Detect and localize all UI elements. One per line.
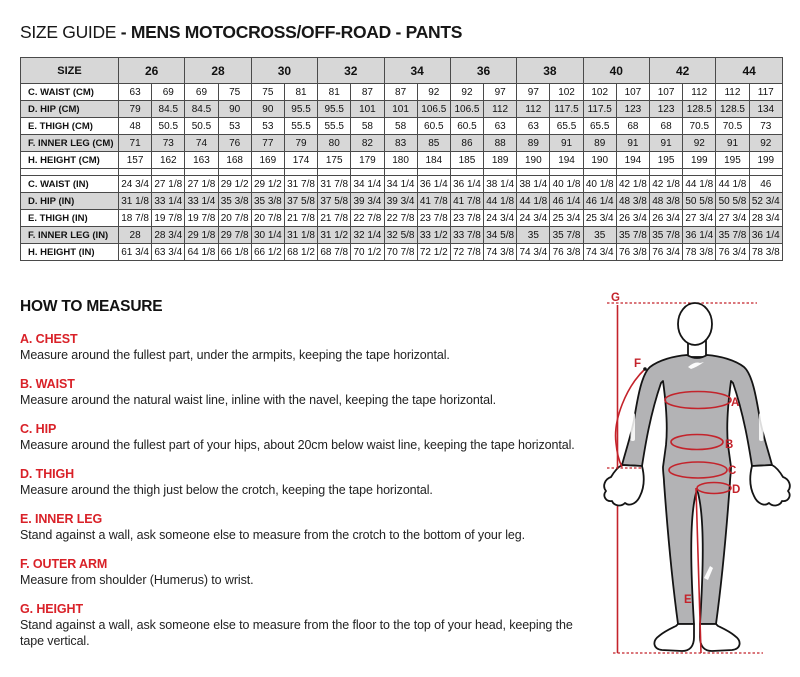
size-value-cell: 163: [185, 152, 218, 169]
size-value-cell: 117.5: [583, 101, 616, 118]
size-value-cell: 28 3/4: [152, 227, 185, 244]
size-value-cell: 97: [484, 84, 517, 101]
size-value-cell: 63: [484, 118, 517, 135]
size-column-label: SIZE: [21, 58, 119, 84]
size-value-cell: 60.5: [417, 118, 450, 135]
size-value-cell: 28: [119, 227, 152, 244]
table-row: [21, 176, 783, 193]
size-value-cell: 61 3/4: [119, 244, 152, 261]
size-value-cell: 33 1/4: [152, 193, 185, 210]
size-column-header: 34: [384, 58, 450, 84]
size-value-cell: 107: [650, 84, 683, 101]
size-value-cell: 20 7/8: [218, 210, 251, 227]
size-value-cell: 25 3/4: [550, 210, 583, 227]
size-value-cell: 50.5: [185, 118, 218, 135]
size-value-cell: 83: [384, 135, 417, 152]
page-title-prefix: SIZE GUIDE: [20, 22, 121, 42]
size-value-cell: 71: [119, 135, 152, 152]
size-value-cell: 74 3/4: [583, 244, 616, 261]
figure-left-hand: [604, 465, 644, 505]
size-value-cell: 36 1/4: [683, 227, 716, 244]
table-header-row: [21, 58, 783, 84]
size-value-cell: 95.5: [284, 101, 317, 118]
size-value-cell: 74: [185, 135, 218, 152]
measure-item-chest: [20, 332, 596, 363]
measure-description: Stand against a wall, ask someone else to measure from the floor to the top of your head, keeping the tape vertical.: [20, 618, 573, 648]
size-value-cell: 41 7/8: [417, 193, 450, 210]
table-row: [21, 152, 783, 169]
size-value-cell: 84.5: [152, 101, 185, 118]
size-value-cell: 76 3/4: [716, 244, 749, 261]
size-value-cell: 24 3/4: [484, 210, 517, 227]
size-value-cell: 78 3/8: [749, 244, 782, 261]
row-label: H. HEIGHT (IN): [21, 244, 119, 261]
size-value-cell: 175: [318, 152, 351, 169]
size-value-cell: 19 7/8: [152, 210, 185, 227]
figure-right-hand: [750, 465, 790, 505]
size-value-cell: 23 7/8: [417, 210, 450, 227]
size-value-cell: 33 1/4: [185, 193, 218, 210]
size-value-cell: 91: [550, 135, 583, 152]
size-column-header: 40: [583, 58, 649, 84]
size-value-cell: 91: [716, 135, 749, 152]
size-value-cell: 48 3/8: [650, 193, 683, 210]
size-value-cell: 77: [251, 135, 284, 152]
size-column-header: 32: [318, 58, 384, 84]
size-value-cell: 184: [417, 152, 450, 169]
size-value-cell: 46 1/4: [583, 193, 616, 210]
size-value-cell: 92: [417, 84, 450, 101]
size-value-cell: 87: [351, 84, 384, 101]
page-title-main: - MENS MOTOCROSS/OFF-ROAD - PANTS: [120, 22, 463, 42]
size-value-cell: 68 7/8: [318, 244, 351, 261]
size-value-cell: 68: [650, 118, 683, 135]
size-value-cell: 180: [384, 152, 417, 169]
table-row: [21, 244, 783, 261]
table-row: [21, 193, 783, 210]
size-value-cell: 35: [517, 227, 550, 244]
size-value-cell: 37 5/8: [284, 193, 317, 210]
size-value-cell: 92: [749, 135, 782, 152]
size-value-cell: 32 1/4: [351, 227, 384, 244]
size-value-cell: 22 7/8: [351, 210, 384, 227]
size-value-cell: 31 7/8: [318, 176, 351, 193]
measure-description: Measure around the fullest part, under the armpits, keeping the tape horizontal.: [20, 348, 450, 362]
size-value-cell: 101: [384, 101, 417, 118]
size-value-cell: 53: [251, 118, 284, 135]
table-row: [21, 101, 783, 118]
size-value-cell: 35 7/8: [650, 227, 683, 244]
size-value-cell: 81: [284, 84, 317, 101]
size-value-cell: 55.5: [318, 118, 351, 135]
figure-left-foot: [654, 624, 694, 651]
size-value-cell: 194: [616, 152, 649, 169]
size-value-cell: 128.5: [716, 101, 749, 118]
size-value-cell: 76 3/4: [650, 244, 683, 261]
row-label: F. INNER LEG (IN): [21, 227, 119, 244]
size-value-cell: 88: [484, 135, 517, 152]
size-value-cell: 72 7/8: [450, 244, 483, 261]
size-value-cell: 112: [484, 101, 517, 118]
size-value-cell: 70.5: [683, 118, 716, 135]
size-value-cell: 18 7/8: [119, 210, 152, 227]
size-value-cell: 106.5: [450, 101, 483, 118]
measure-item-height: [20, 602, 596, 649]
size-value-cell: 65.5: [550, 118, 583, 135]
size-value-cell: 44 1/8: [484, 193, 517, 210]
size-value-cell: 66 1/8: [218, 244, 251, 261]
size-value-cell: 70 7/8: [384, 244, 417, 261]
size-value-cell: 89: [517, 135, 550, 152]
size-value-cell: 81: [318, 84, 351, 101]
size-value-cell: 50 5/8: [716, 193, 749, 210]
size-value-cell: 36 1/4: [450, 176, 483, 193]
measure-item-hip: [20, 422, 596, 453]
size-value-cell: 41 7/8: [450, 193, 483, 210]
size-value-cell: 35: [583, 227, 616, 244]
how-to-measure-section: [20, 298, 596, 663]
size-value-cell: 90: [218, 101, 251, 118]
size-value-cell: 106.5: [417, 101, 450, 118]
size-value-cell: 27 3/4: [683, 210, 716, 227]
size-value-cell: 90: [251, 101, 284, 118]
size-value-cell: 79: [119, 101, 152, 118]
size-value-cell: 76 3/8: [550, 244, 583, 261]
row-label: E. THIGH (IN): [21, 210, 119, 227]
size-value-cell: 199: [683, 152, 716, 169]
size-value-cell: 194: [550, 152, 583, 169]
measurement-figure: [600, 285, 800, 667]
size-value-cell: 35 7/8: [716, 227, 749, 244]
size-value-cell: 36 1/4: [749, 227, 782, 244]
table-separator-row: [21, 169, 783, 176]
size-value-cell: 75: [218, 84, 251, 101]
size-value-cell: 30 1/4: [251, 227, 284, 244]
size-value-cell: 195: [650, 152, 683, 169]
size-value-cell: 28 3/4: [749, 210, 782, 227]
size-value-cell: 33 1/2: [417, 227, 450, 244]
page-title: [20, 22, 462, 43]
figure-right-foot: [700, 624, 740, 651]
size-value-cell: 190: [583, 152, 616, 169]
size-value-cell: 23 7/8: [450, 210, 483, 227]
size-value-cell: 35 7/8: [616, 227, 649, 244]
size-value-cell: 29 1/2: [218, 176, 251, 193]
size-value-cell: 70 1/2: [351, 244, 384, 261]
figure-label-b: B: [725, 439, 734, 451]
measure-label: F. OUTER ARM: [20, 557, 108, 571]
size-value-cell: 39 3/4: [384, 193, 417, 210]
size-value-cell: 80: [318, 135, 351, 152]
size-value-cell: 185: [450, 152, 483, 169]
size-chart-table: [20, 57, 783, 261]
size-value-cell: 27 3/4: [716, 210, 749, 227]
size-value-cell: 21 7/8: [318, 210, 351, 227]
size-value-cell: 73: [749, 118, 782, 135]
row-label: E. THIGH (CM): [21, 118, 119, 135]
size-value-cell: 68: [616, 118, 649, 135]
size-value-cell: 97: [517, 84, 550, 101]
figure-head: [678, 303, 712, 345]
size-value-cell: 63: [119, 84, 152, 101]
size-value-cell: 20 7/8: [251, 210, 284, 227]
size-value-cell: 128.5: [683, 101, 716, 118]
row-label: F. INNER LEG (CM): [21, 135, 119, 152]
size-value-cell: 78 3/8: [683, 244, 716, 261]
size-value-cell: 117.5: [550, 101, 583, 118]
size-value-cell: 44 1/8: [517, 193, 550, 210]
measure-item-inner-leg: [20, 512, 596, 543]
size-column-header: 26: [119, 58, 185, 84]
size-value-cell: 32 5/8: [384, 227, 417, 244]
size-value-cell: 48: [119, 118, 152, 135]
size-value-cell: 53: [218, 118, 251, 135]
size-value-cell: 38 1/4: [517, 176, 550, 193]
size-value-cell: 26 3/4: [650, 210, 683, 227]
size-value-cell: 92: [683, 135, 716, 152]
size-value-cell: 25 3/4: [583, 210, 616, 227]
size-value-cell: 58: [384, 118, 417, 135]
size-value-cell: 75: [251, 84, 284, 101]
row-label: C. WAIST (CM): [21, 84, 119, 101]
size-value-cell: 168: [218, 152, 251, 169]
size-column-header: 30: [251, 58, 317, 84]
size-value-cell: 31 1/2: [318, 227, 351, 244]
size-value-cell: 24 3/4: [517, 210, 550, 227]
size-column-header: 28: [185, 58, 251, 84]
size-value-cell: 73: [152, 135, 185, 152]
size-value-cell: 86: [450, 135, 483, 152]
measure-description: Measure from shoulder (Humerus) to wrist.: [20, 573, 254, 587]
size-value-cell: 27 1/8: [185, 176, 218, 193]
size-value-cell: 72 1/2: [417, 244, 450, 261]
size-value-cell: 35 3/8: [251, 193, 284, 210]
size-value-cell: 112: [517, 101, 550, 118]
size-value-cell: 76 3/8: [616, 244, 649, 261]
size-value-cell: 64 1/8: [185, 244, 218, 261]
how-to-measure-heading: HOW TO MEASURE: [20, 298, 163, 315]
size-value-cell: 31 1/8: [284, 227, 317, 244]
size-value-cell: 24 3/4: [119, 176, 152, 193]
size-column-header: 42: [650, 58, 716, 84]
size-value-cell: 190: [517, 152, 550, 169]
size-value-cell: 60.5: [450, 118, 483, 135]
measure-label: A. CHEST: [20, 332, 78, 346]
measure-description: Stand against a wall, ask someone else to measure from the crotch to the bottom of your leg.: [20, 528, 525, 542]
size-value-cell: 69: [152, 84, 185, 101]
figure-label-d: D: [732, 484, 741, 496]
size-value-cell: 101: [351, 101, 384, 118]
row-label: D. HIP (CM): [21, 101, 119, 118]
figure-label-c: C: [728, 465, 737, 477]
size-column-header: 44: [716, 58, 783, 84]
size-value-cell: 26 3/4: [616, 210, 649, 227]
measure-label: C. HIP: [20, 422, 57, 436]
size-value-cell: 50 5/8: [683, 193, 716, 210]
size-value-cell: 42 1/8: [650, 176, 683, 193]
size-value-cell: 37 5/8: [318, 193, 351, 210]
size-value-cell: 199: [749, 152, 782, 169]
measure-item-outer-arm: [20, 557, 596, 588]
size-value-cell: 33 7/8: [450, 227, 483, 244]
row-label: H. HEIGHT (CM): [21, 152, 119, 169]
size-value-cell: 40 1/8: [583, 176, 616, 193]
table-row: [21, 84, 783, 101]
size-value-cell: 34 1/4: [351, 176, 384, 193]
size-value-cell: 29 1/2: [251, 176, 284, 193]
measure-label: G. HEIGHT: [20, 602, 83, 616]
figure-label-f: F: [634, 358, 642, 370]
table-row: [21, 118, 783, 135]
figure-label-a: A: [731, 397, 740, 409]
row-label: D. HIP (IN): [21, 193, 119, 210]
size-value-cell: 74 3/8: [484, 244, 517, 261]
size-column-header: 38: [517, 58, 583, 84]
size-value-cell: 162: [152, 152, 185, 169]
measure-item-thigh: [20, 467, 596, 498]
measure-description: Measure around the natural waist line, inline with the navel, keeping the tape horizontal.: [20, 393, 497, 407]
measure-label: B. WAIST: [20, 377, 75, 391]
figure-label-e: E: [684, 594, 692, 606]
size-value-cell: 89: [583, 135, 616, 152]
size-value-cell: 91: [616, 135, 649, 152]
size-value-cell: 29 7/8: [218, 227, 251, 244]
size-value-cell: 63: [517, 118, 550, 135]
size-value-cell: 169: [251, 152, 284, 169]
measure-description: Measure around the thigh just below the crotch, keeping the tape horizontal.: [20, 483, 433, 497]
size-value-cell: 84.5: [185, 101, 218, 118]
size-value-cell: 44 1/8: [716, 176, 749, 193]
size-value-cell: 134: [749, 101, 782, 118]
measure-description: Measure around the fullest part of your hips, about 20cm below waist line, keeping the tape horizontal.: [20, 438, 575, 452]
size-value-cell: 85: [417, 135, 450, 152]
size-value-cell: 123: [650, 101, 683, 118]
size-value-cell: 55.5: [284, 118, 317, 135]
size-value-cell: 29 1/8: [185, 227, 218, 244]
size-value-cell: 22 7/8: [384, 210, 417, 227]
measure-item-waist: [20, 377, 596, 408]
size-value-cell: 48 3/8: [616, 193, 649, 210]
size-value-cell: 40 1/8: [550, 176, 583, 193]
size-value-cell: 31 1/8: [119, 193, 152, 210]
arm-arc-start-dot: [643, 367, 647, 371]
size-value-cell: 91: [650, 135, 683, 152]
size-value-cell: 92: [450, 84, 483, 101]
size-value-cell: 19 7/8: [185, 210, 218, 227]
row-label: C. WAIST (IN): [21, 176, 119, 193]
size-value-cell: 58: [351, 118, 384, 135]
size-value-cell: 63 3/4: [152, 244, 185, 261]
thigh-measure-ellipse: [697, 483, 731, 494]
size-value-cell: 95.5: [318, 101, 351, 118]
size-value-cell: 102: [583, 84, 616, 101]
size-value-cell: 52 3/4: [749, 193, 782, 210]
table-row: [21, 227, 783, 244]
size-value-cell: 42 1/8: [616, 176, 649, 193]
size-value-cell: 79: [284, 135, 317, 152]
size-value-cell: 87: [384, 84, 417, 101]
size-value-cell: 27 1/8: [152, 176, 185, 193]
size-value-cell: 123: [616, 101, 649, 118]
size-value-cell: 174: [284, 152, 317, 169]
measure-label: E. INNER LEG: [20, 512, 103, 526]
size-value-cell: 34 1/4: [384, 176, 417, 193]
size-value-cell: 34 5/8: [484, 227, 517, 244]
size-value-cell: 70.5: [716, 118, 749, 135]
size-value-cell: 21 7/8: [284, 210, 317, 227]
size-value-cell: 44 1/8: [683, 176, 716, 193]
table-row: [21, 210, 783, 227]
size-value-cell: 195: [716, 152, 749, 169]
size-value-cell: 179: [351, 152, 384, 169]
size-value-cell: 66 1/2: [251, 244, 284, 261]
size-value-cell: 189: [484, 152, 517, 169]
size-value-cell: 46 1/4: [550, 193, 583, 210]
hip-measure-ellipse: [669, 462, 727, 478]
size-value-cell: 39 3/4: [351, 193, 384, 210]
size-value-cell: 102: [550, 84, 583, 101]
chest-measure-ellipse: [665, 392, 731, 409]
size-value-cell: 36 1/4: [417, 176, 450, 193]
size-value-cell: 68 1/2: [284, 244, 317, 261]
size-value-cell: 107: [616, 84, 649, 101]
size-value-cell: 38 1/4: [484, 176, 517, 193]
size-value-cell: 31 7/8: [284, 176, 317, 193]
size-column-header: 36: [450, 58, 516, 84]
table-row: [21, 135, 783, 152]
size-value-cell: 76: [218, 135, 251, 152]
size-value-cell: 65.5: [583, 118, 616, 135]
figure-label-g: G: [611, 292, 620, 304]
size-value-cell: 112: [716, 84, 749, 101]
size-value-cell: 46: [749, 176, 782, 193]
size-value-cell: 35 7/8: [550, 227, 583, 244]
size-value-cell: 82: [351, 135, 384, 152]
size-value-cell: 117: [749, 84, 782, 101]
size-value-cell: 35 3/8: [218, 193, 251, 210]
size-value-cell: 74 3/4: [517, 244, 550, 261]
size-value-cell: 112: [683, 84, 716, 101]
measure-label: D. THIGH: [20, 467, 75, 481]
waist-measure-ellipse: [671, 435, 723, 450]
size-value-cell: 69: [185, 84, 218, 101]
size-value-cell: 157: [119, 152, 152, 169]
size-value-cell: 50.5: [152, 118, 185, 135]
